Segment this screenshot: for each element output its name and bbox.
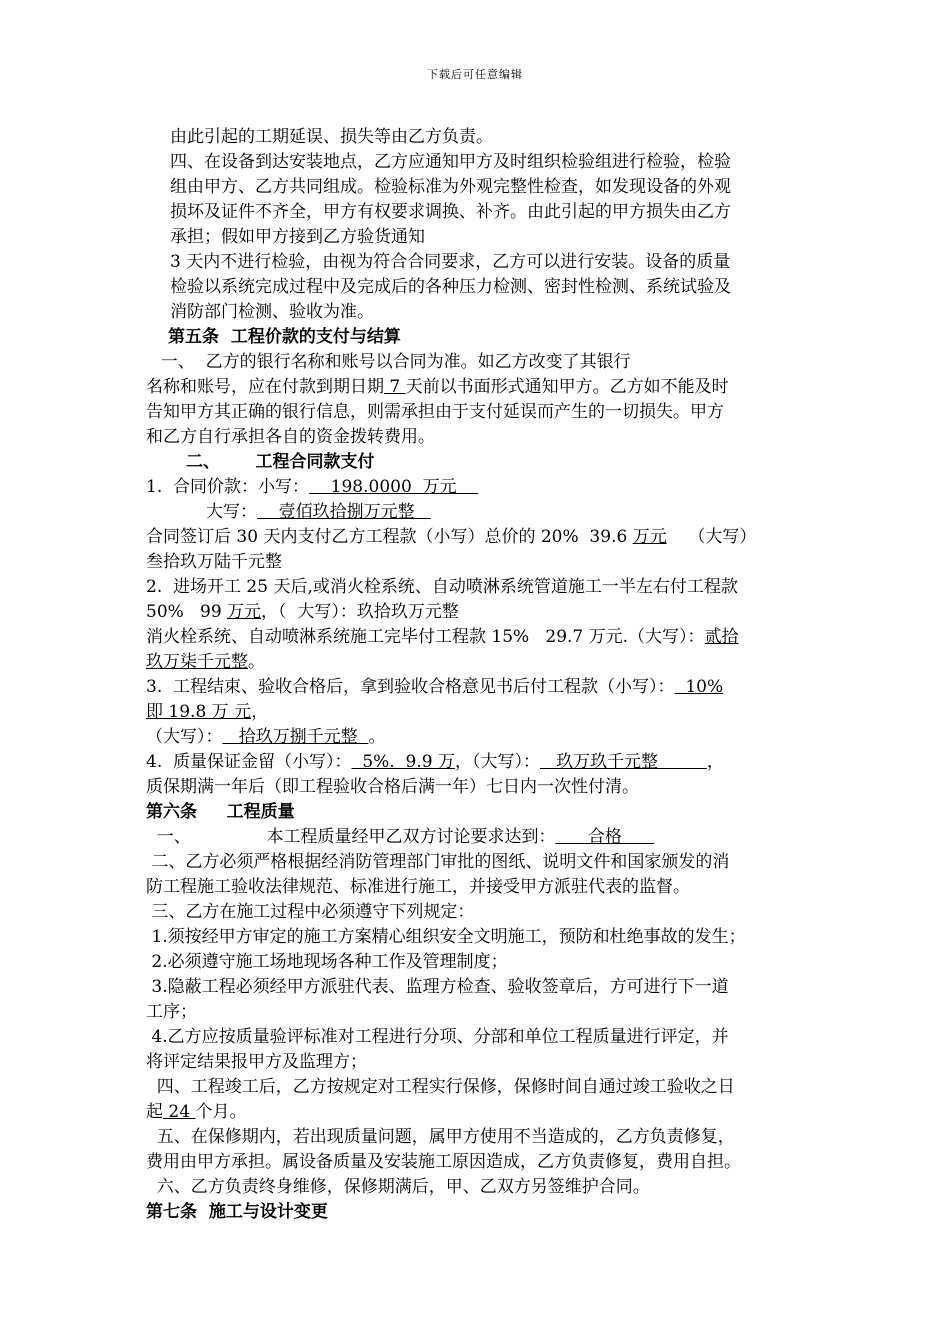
text-segment: 3 天内不进行检验，由视为符合合同要求，乙方可以进行安装。设备的质量 [170, 252, 731, 272]
text-line [146, 1000, 197, 1024]
text-line [146, 650, 265, 674]
text-line [146, 1025, 729, 1049]
text-segment: 天前以书面形式通知甲方。乙方如不能及时 [405, 377, 729, 397]
text-line [146, 925, 746, 949]
text-segment: 由此引起的工期延误、损失等由乙方负责。 [170, 127, 493, 147]
filled-blank: 贰拾 [704, 627, 739, 647]
text-line [146, 425, 435, 449]
text-segment: 大写： [206, 502, 257, 522]
text-segment: 工序； [146, 1002, 197, 1022]
text-line [150, 350, 631, 374]
text-segment: 1. 合同价款：小写： [146, 477, 310, 497]
text-line [146, 375, 729, 399]
filled-blank: 5%. 9.9 万 [351, 752, 455, 772]
filled-blank: 壹佰玖拾捌万元整 [257, 502, 431, 522]
text-segment: 合同签订后 30 天内支付乙方工程款（小写）总价的 20% 39.6 [146, 527, 633, 547]
text-segment: （大写） [666, 527, 757, 547]
section-heading [146, 1200, 328, 1224]
text-segment: 检验以系统完成过程中及完成后的各种压力检测、密封性检测、系统试验及 [170, 277, 731, 297]
text-segment: 50% 99 [146, 602, 228, 622]
text-segment: 损坏及证件不齐全，甲方有权要求调换、补齐。由此引起的甲方损失由乙方 [170, 202, 731, 222]
filled-blank: 10% [674, 677, 724, 697]
text-line [146, 775, 639, 799]
filled-blank: 万元 [632, 527, 667, 547]
text-segment: （大写）： [146, 727, 223, 747]
text-line [146, 1125, 735, 1149]
text-segment: ， [251, 702, 269, 722]
text-segment: 质保期满一年后（即工程验收合格后满一年）七日内一次性付清。 [146, 777, 639, 797]
text-line [146, 475, 478, 499]
section-heading [146, 800, 295, 824]
text-segment: 防工程施工验收法律规范、标准进行施工，并接受甲方派驻代表的监督。 [146, 877, 690, 897]
text-segment: 四、工程竣工后，乙方按规定对工程实行保修，保修时间自通过竣工验收之日 [146, 1077, 735, 1097]
text-segment: 3.隐蔽工程必须经甲方派驻代表、监理方检查、验收签章后，方可进行下一道 [146, 977, 729, 997]
page-header-note: 下载后可任意编辑 [427, 68, 523, 81]
text-line [146, 750, 724, 774]
text-segment: 2.必须遵守施工场地现场各种工作及管理制度； [146, 952, 508, 972]
filled-blank: 198.0000 万元 [309, 477, 479, 497]
text-segment: 1.须按经甲方审定的施工方案精心组织安全文明施工，预防和杜绝事故的发生； [146, 927, 746, 947]
text-line [146, 525, 756, 549]
text-segment: 。 [368, 727, 386, 747]
text-line [170, 300, 374, 324]
text-line [146, 975, 729, 999]
text-line [146, 950, 508, 974]
text-segment: 4. 质量保证金留（小写）： [146, 752, 352, 772]
text-segment: 将评定结果报甲方及监理方； [146, 1052, 367, 1072]
filled-blank: 即 19.8 万 元 [146, 702, 252, 722]
text-segment: 组由甲方、乙方共同组成。检验标准为外观完整性检查，如发现设备的外观 [170, 177, 731, 197]
text-line [146, 1100, 246, 1124]
text-line [146, 700, 268, 724]
text-segment: 第七条 施工与设计变更 [146, 1202, 328, 1222]
text-segment: 和乙方自行承担各自的资金拨转费用。 [146, 427, 435, 447]
text-line [146, 600, 459, 624]
text-segment: 。 [248, 652, 265, 672]
text-line [170, 200, 731, 224]
filled-blank: 玖万柒千元整 [146, 652, 248, 672]
text-segment: 六、乙方负责终身维修，保修期满后，甲、乙双方另签维护合同。 [146, 1177, 650, 1197]
text-line [170, 150, 731, 174]
text-line [146, 825, 654, 849]
text-segment: 起 [146, 1102, 163, 1122]
text-line [146, 725, 386, 749]
section-heading [168, 325, 401, 349]
text-segment: 费用由甲方承担。属设备质量及安装施工原因造成，乙方负责修复，费用自担。 [146, 1152, 741, 1172]
text-segment: 五、在保修期内，若出现质量问题，属甲方使用不当造成的，乙方负责修复， [146, 1127, 735, 1147]
text-line [170, 250, 730, 274]
text-line [146, 400, 724, 424]
filled-blank: 24 [163, 1102, 196, 1122]
text-segment: ，（ 大写）：玖拾玖万元整 [261, 602, 459, 622]
text-segment: 一、 乙方的银行名称和账号以合同为准。如乙方改变了其银行 [150, 352, 631, 372]
text-segment: 叁拾玖万陆千元整 [146, 552, 282, 572]
text-segment: 一、 本工程质量经甲乙双方讨论要求达到： [146, 827, 556, 847]
filled-blank: 合格 [555, 827, 655, 847]
section-heading [186, 450, 375, 474]
text-line [146, 850, 729, 874]
text-segment: 承担；假如甲方接到乙方验货通知 [170, 227, 425, 247]
text-segment: ， [706, 752, 724, 772]
text-line [146, 1175, 650, 1199]
text-line [146, 875, 690, 899]
text-segment: 四、在设备到达安装地点，乙方应通知甲方及时组织检验组进行检验，检验 [170, 152, 731, 172]
text-segment: 3. 工程结束、验收合格后，拿到验收合格意见书后付工程款（小写）： [146, 677, 675, 697]
filled-blank: 万元 [227, 602, 262, 622]
text-line [146, 550, 282, 574]
text-segment: 第六条 工程质量 [146, 802, 295, 822]
text-segment: 告知甲方其正确的银行信息，则需承担由于支付延误而产生的一切损失。甲方 [146, 402, 724, 422]
text-segment: 第五条 工程价款的支付与结算 [168, 327, 401, 347]
text-line [146, 675, 723, 699]
text-segment: 二、 工程合同款支付 [186, 452, 375, 472]
text-segment: 二、乙方必须严格根据经消防管理部门审批的图纸、说明文件和国家颁发的消 [146, 852, 730, 872]
filled-blank: 玖万玖千元整 [539, 752, 707, 772]
text-line [170, 275, 731, 299]
text-segment: ，（大写）： [454, 752, 540, 772]
text-line [170, 225, 425, 249]
text-line [146, 1050, 367, 1074]
filled-blank: 7 [384, 377, 406, 397]
text-line [170, 125, 493, 149]
text-segment: 2. 进场开工 25 天后,或消火栓系统、自动喷淋系统管道施工一半左右付工程款 [146, 577, 738, 597]
text-line [146, 900, 474, 924]
text-line [146, 1150, 741, 1174]
text-segment: 消防部门检测、验收为准。 [170, 302, 374, 322]
text-segment: 名称和账号，应在付款到期日期 [146, 377, 384, 397]
text-segment: 4.乙方应按质量验评标准对工程进行分项、分部和单位工程质量进行评定，并 [146, 1027, 729, 1047]
text-segment: 三、乙方在施工过程中必须遵守下列规定： [146, 902, 475, 922]
text-line [170, 175, 731, 199]
filled-blank: 拾玖万捌千元整 [222, 727, 369, 747]
text-line [146, 625, 739, 649]
text-segment: 个月。 [195, 1102, 247, 1122]
text-line [206, 500, 431, 524]
text-line [146, 575, 738, 599]
text-segment: 消火栓系统、自动喷淋系统施工完毕付工程款 15% 29.7 万元.（大写）： [146, 627, 705, 647]
text-line [146, 1075, 735, 1099]
